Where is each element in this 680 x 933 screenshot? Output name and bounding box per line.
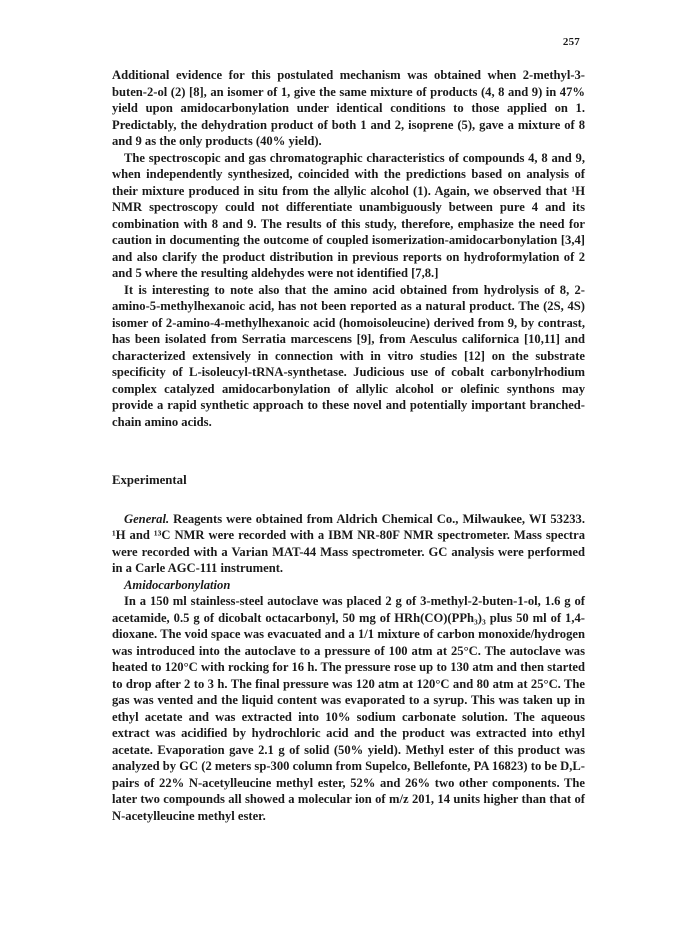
paragraph-mechanism-evidence: Additional evidence for this postulated mechanism was obtained when 2-methyl-3-buten-2-ol (2) [8], an isomer of 1, give the same mixture of products (4, 8 and 9) in 47% yield upon amidocarbonylation under identical conditions to those applied on 1. Predictably, the dehydration product of both 1 and 2, isoprene (5), gave a mixture of 8 and 9 as the only products (40% yield). xyxy=(112,68,585,148)
section-heading-experimental: Experimental xyxy=(112,473,187,487)
paragraph-amidocarbonylation: In a 150 ml stainless-steel autoclave was placed 2 g of 3-methyl-2-buten-1-ol, 1.6 g of acetamide, 0.5 g of dicobalt octacarbonyl, 50 mg of HRh(CO)(PPh₃)₃ plus 50 ml of 1,4-dioxane. The void space was evacuated and a 1/1 mixture of carbon monoxide/hydrogen was introduced into the autoclave to a pressure of 100 atm at 25°C. The autoclave was heated to 120°C with rocking for 16 h. The pressure rose up to 130 atm and then started to drop after 2 to 3 h. The final pressure was 120 atm at 120°C and 80 atm at 25°C. The gas was vented and the liquid content was evaporated to a syrup. This was taken up in ethyl acetate and was extracted into 10% sodium carbonate solution. The aqueous extract was acidified by hydrochloric acid and the product was extracted into ethyl acetate. Evaporation gave 2.1 g of solid (50% yield). Methyl ester of this product was analyzed by GC (2 meters sp-300 column from Supelco, Bellefonte, PA 16823) to be D,L-pairs of 22% N-acetylleucine methyl ester, 52% and 26% two other components. The later two compounds all showed a molecular ion of m/z 201, 14 units higher than that of N-acetylleucine methyl ester. xyxy=(112,594,585,823)
paragraph-amino-acid: It is interesting to note also that the amino acid obtained from hydrolysis of 8, 2-amino-5-methylhexanoic acid, has not been reported as a natural product. The (2S, 4S) isomer of 2-amino-4-methylhexanoic acid (homoisoleucine) derived from 9, by contrast, has been isolated from Serratia marcescens [9], from Aesculus californica [10,11] and characterized extensively in connection with in vitro studies [12] on the substrate specificity of L-isoleucyl-tRNA-synthetase. Judicious use of cobalt carbonylrhodium complex catalyzed amidocarbonylation of allylic alcohol or olefinic synthons may provide a rapid synthetic approach to these novel and potentially important branched-chain amino acids. xyxy=(112,282,585,429)
page-number: 257 xyxy=(562,36,580,48)
general-label: General. xyxy=(124,511,170,526)
paragraph-general xyxy=(112,511,585,577)
body-text xyxy=(112,67,585,824)
paragraph-spectroscopic: The spectroscopic and gas chromatographic characteristics of compounds 4, 8 and 9, when independently synthesized, coincided with the predictions based on analysis of their mixture produced in situ from the allylic alcohol (1). Again, we observed that ¹H NMR spectroscopy could not differentiate unambiguously between pure 4 and its combination with 8 and 9. The results of this study, therefore, emphasize the need for caution in documenting the outcome of coupled isomerization-amidocarbonylation [3,4] and also clarify the product distribution in previous reports on hydroformylation of 2 and 5 where the resulting aldehydes were not identified [7,8.] xyxy=(112,150,585,280)
general-text: Reagents were obtained from Aldrich Chemical Co., Milwaukee, WI 53233. ¹H and ¹³C NMR were recorded with a IBM NR-80F NMR spectrometer. Mass spectra were recorded with a Varian MAT-44 Mass spectrometer. GC analysis were performed in a Carle AGC-111 instrument. xyxy=(112,511,585,575)
subheading-amidocarbonylation: Amidocarbonylation xyxy=(124,577,231,592)
